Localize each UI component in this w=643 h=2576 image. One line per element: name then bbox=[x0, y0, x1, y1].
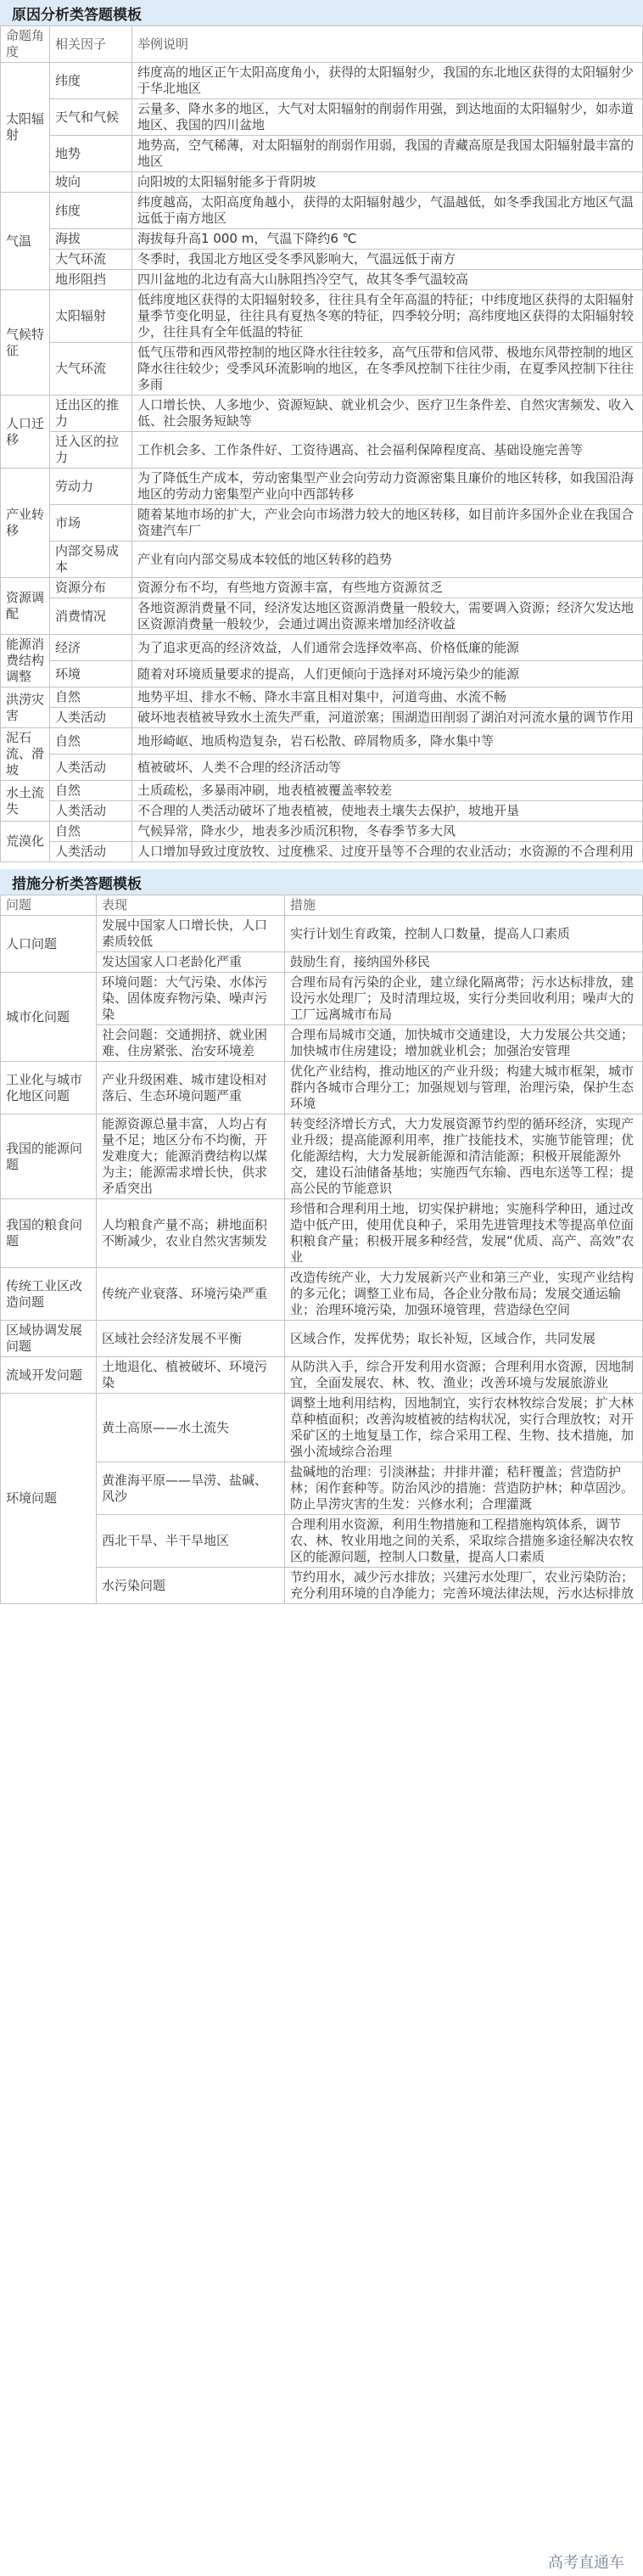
symptom-cell: 黄淮海平原——旱涝、盐碱、风沙 bbox=[97, 1462, 285, 1515]
table-row bbox=[1, 542, 643, 578]
factor-cell: 大气环流 bbox=[50, 250, 132, 270]
example-cell: 向阳坡的太阳辐射能多于背阴坡 bbox=[132, 172, 643, 193]
factor-cell: 太阳辐射 bbox=[50, 290, 132, 343]
table-row bbox=[1, 578, 643, 598]
table-row bbox=[1, 172, 643, 193]
example-cell: 云量多、降水多的地区，大气对太阳辐射的削弱作用强，到达地面的太阳辐射少，如赤道地区、我国的四川盆地 bbox=[132, 99, 643, 136]
table-row bbox=[1, 1515, 643, 1568]
angle-cell: 水土流失 bbox=[1, 781, 50, 822]
table-row bbox=[1, 661, 643, 687]
table-row bbox=[1, 1199, 643, 1268]
factor-cell: 内部交易成本 bbox=[50, 542, 132, 578]
symptom-cell: 土地退化、植被破坏、环境污染 bbox=[97, 1357, 285, 1394]
example-cell: 低气压带和西风带控制的地区降水往往较多，高气压带和信风带、极地东风带控制的地区降水往往较少；受季风环流影响的地区，在冬季风控制下往往少雨，在夏季风控制下往往多雨 bbox=[132, 343, 643, 396]
factor-cell: 坡向 bbox=[50, 172, 132, 193]
symptom-cell: 能源资源总量丰富，人均占有量不足；地区分布不均衡，开发难度大；能源消费结构以煤为主；能源需求增长快，供求矛盾突出 bbox=[97, 1114, 285, 1199]
example-cell: 人口增长快、人多地少、资源短缺、就业机会少、医疗卫生条件差、自然灾害频发、收入低、社会服务短缺等 bbox=[132, 396, 643, 432]
measure-cell: 合理布局城市交通，加快城市交通建设，大力发展公共交通；加快城市住房建设；增加就业机会；加强治安管理 bbox=[285, 1025, 643, 1062]
table-row bbox=[1, 708, 643, 728]
section-title-bar bbox=[0, 0, 643, 25]
table-row bbox=[1, 250, 643, 270]
factor-cell: 地势 bbox=[50, 136, 132, 172]
measure-cell: 转变经济增长方式，大力发展资源节约型的循环经济，实现产业升级；提高能源利用率，推广技能技术，实施节能管理；优化能源结构，大力发展新能源和清洁能源；积极开展能源外交，建设石油储备基地；实施西气东输、西电东送等工程；提高公民的节能意识 bbox=[285, 1114, 643, 1199]
header-factor: 相关因子 bbox=[50, 26, 132, 63]
problem-cell: 环境问题 bbox=[1, 1394, 97, 1604]
table-row bbox=[1, 290, 643, 343]
table-row bbox=[1, 781, 643, 801]
table-row bbox=[1, 1394, 643, 1462]
measure-cell: 合理利用水资源，利用生物措施和工程措施构筑体系，调节农、林、牧业用地之间的关系，采取综合措施多途径解决农牧区的能源问题，控制人口数量，提高人口素质 bbox=[285, 1515, 643, 1568]
section-title: 原因分析类答题模板 bbox=[12, 6, 142, 24]
angle-cell: 能源消费结构调整 bbox=[1, 635, 50, 687]
problem-cell: 区域协调发展问题 bbox=[1, 1321, 97, 1357]
example-cell: 人口增加导致过度放牧、过度樵采、过度开垦等不合理的农业活动；水资源的不合理利用 bbox=[132, 842, 643, 862]
angle-cell: 荒漠化 bbox=[1, 822, 50, 862]
problem-cell: 城市化问题 bbox=[1, 973, 97, 1062]
example-cell: 不合理的人类活动破坏了地表植被，使地表土壤失去保护，坡地开垦 bbox=[132, 801, 643, 822]
measure-template-section bbox=[0, 869, 643, 1604]
table-row bbox=[1, 822, 643, 842]
example-cell: 海拔每升高1 000 m，气温下降约6 ℃ bbox=[132, 229, 643, 250]
factor-cell: 人类活动 bbox=[50, 708, 132, 728]
section-title-bar bbox=[0, 869, 643, 895]
header-symptom: 表现 bbox=[97, 895, 285, 916]
measure-cell: 调整土地利用结构，因地制宜，实行农林牧综合发展；扩大林草种植面积；改善沟坡植被的结构状况，实行合理放牧；对开采矿区的土地复垦工作，综合采用工程、生物、技术措施，加强小流域综合治理 bbox=[285, 1394, 643, 1462]
example-cell: 地形崎岖、地质构造复杂，岩石松散、碎屑物质多，降水集中等 bbox=[132, 728, 643, 755]
angle-cell: 泥石流、滑坡 bbox=[1, 728, 50, 781]
example-cell: 随着对环境质量要求的提高，人们更倾向于选择对环境污染少的能源 bbox=[132, 661, 643, 687]
symptom-cell: 人均粮食产量不高；耕地面积不断减少，农业自然灾害频发 bbox=[97, 1199, 285, 1268]
symptom-cell: 发达国家人口老龄化严重 bbox=[97, 952, 285, 973]
symptom-cell: 传统产业衰落、环境污染严重 bbox=[97, 1268, 285, 1321]
factor-cell: 纬度 bbox=[50, 193, 132, 229]
measure-cell: 合理布局有污染的企业，建立绿化隔离带；污水达标排放，建设污水处理厂；及时清理垃圾，实行分类回收利用；噪声大的工厂远离城市布局 bbox=[285, 973, 643, 1025]
problem-cell: 人口问题 bbox=[1, 916, 97, 973]
factor-cell: 资源分布 bbox=[50, 578, 132, 598]
header-problem: 问题 bbox=[1, 895, 97, 916]
symptom-cell: 社会问题：交通拥挤、就业困难、住房紧张、治安环境差 bbox=[97, 1025, 285, 1062]
table-row bbox=[1, 598, 643, 635]
problem-cell: 我国的能源问题 bbox=[1, 1114, 97, 1199]
example-cell: 四川盆地的北边有高大山脉阻挡冷空气，故其冬季气温较高 bbox=[132, 270, 643, 290]
example-cell: 土质疏松，多暴雨冲刷，地表植被覆盖率较差 bbox=[132, 781, 643, 801]
symptom-cell: 水污染问题 bbox=[97, 1568, 285, 1604]
reason-template-section bbox=[0, 0, 643, 862]
factor-cell: 纬度 bbox=[50, 63, 132, 99]
table-row bbox=[1, 916, 643, 952]
measure-cell: 盐碱地的治理：引淡淋盐；井排井灌；秸秆覆盖；营造防护林；闲作套种等。防治风沙的措施：营造防护林；种草固沙。防止旱涝灾害的生发：兴修水利；合理灌溉 bbox=[285, 1462, 643, 1515]
factor-cell: 天气和气候 bbox=[50, 99, 132, 136]
factor-cell: 劳动力 bbox=[50, 469, 132, 505]
measure-template-table bbox=[0, 895, 643, 1604]
example-cell: 工作机会多、工作条件好、工资待遇高、社会福利保障程度高、基础设施完善等 bbox=[132, 432, 643, 469]
angle-cell: 资源调配 bbox=[1, 578, 50, 635]
reason-template-table bbox=[0, 25, 643, 862]
measure-cell: 节约用水，减少污水排放；兴建污水处理厂，农业污染防治；充分利用环境的自净能力；完善环境法律法规，污水达标排放 bbox=[285, 1568, 643, 1604]
symptom-cell: 西北干旱、半干旱地区 bbox=[97, 1515, 285, 1568]
symptom-cell: 区域社会经济发展不平衡 bbox=[97, 1321, 285, 1357]
table-row bbox=[1, 687, 643, 708]
example-cell: 低纬度地区获得的太阳辐射较多，往往具有全年高温的特征；中纬度地区获得的太阳辐射量季节变化明显，往往具有夏热冬寒的特征，四季较分明；高纬度地区获得的太阳辐射较少，往往具有全年低温的特征 bbox=[132, 290, 643, 343]
angle-cell: 人口迁移 bbox=[1, 396, 50, 469]
table-row bbox=[1, 1062, 643, 1114]
factor-cell: 经济 bbox=[50, 635, 132, 661]
table-row bbox=[1, 136, 643, 172]
example-cell: 地势高，空气稀薄，对太阳辐射的削弱作用弱，我国的青藏高原是我国太阳辐射最丰富的地区 bbox=[132, 136, 643, 172]
example-cell: 各地资源消费量不同，经济发达地区资源消费量一般较大，需要调入资源；经济欠发达地区资源消费量一般较少，会通过调出资源来增加经济收益 bbox=[132, 598, 643, 635]
example-cell: 产业有向内部交易成本较低的地区转移的趋势 bbox=[132, 542, 643, 578]
angle-cell: 气候特征 bbox=[1, 290, 50, 396]
symptom-cell: 环境问题：大气污染、水体污染、固体废弃物污染、噪声污染 bbox=[97, 973, 285, 1025]
example-cell: 纬度高的地区正午太阳高度角小，获得的太阳辐射少，我国的东北地区获得的太阳辐射少于华北地区 bbox=[132, 63, 643, 99]
factor-cell: 自然 bbox=[50, 687, 132, 708]
example-cell: 为了降低生产成本，劳动密集型产业会向劳动力资源密集且廉价的地区转移，如我国沿海地区的劳动力密集型产业向中西部转移 bbox=[132, 469, 643, 505]
problem-cell: 传统工业区改造问题 bbox=[1, 1268, 97, 1321]
table-row bbox=[1, 270, 643, 290]
example-cell: 为了追求更高的经济效益，人们通常会选择效率高、价格低廉的能源 bbox=[132, 635, 643, 661]
table-row bbox=[1, 1321, 643, 1357]
table-row bbox=[1, 193, 643, 229]
measure-cell: 优化产业结构，推动地区的产业升级；构建大城市框架，城市群内各城市合理分工；加强规划与管理，治理污染，保护生态环境 bbox=[285, 1062, 643, 1114]
table-row bbox=[1, 801, 643, 822]
table-row bbox=[1, 842, 643, 862]
table-row bbox=[1, 432, 643, 469]
measure-cell: 区域合作，发挥优势；取长补短，区域合作，共同发展 bbox=[285, 1321, 643, 1357]
symptom-cell: 产业升级困难、城市建设相对落后、生态环境问题严重 bbox=[97, 1062, 285, 1114]
example-cell: 资源分布不均，有些地方资源丰富，有些地方资源贫乏 bbox=[132, 578, 643, 598]
table-row bbox=[1, 952, 643, 973]
factor-cell: 大气环流 bbox=[50, 343, 132, 396]
table-row bbox=[1, 99, 643, 136]
table-row bbox=[1, 728, 643, 755]
table-row bbox=[1, 1114, 643, 1199]
factor-cell: 人类活动 bbox=[50, 842, 132, 862]
header-angle: 命题角度 bbox=[1, 26, 50, 63]
factor-cell: 迁入区的拉力 bbox=[50, 432, 132, 469]
table-row bbox=[1, 973, 643, 1025]
table-header-row bbox=[1, 895, 643, 916]
factor-cell: 地形阻挡 bbox=[50, 270, 132, 290]
section-title: 措施分析类答题模板 bbox=[12, 875, 142, 893]
table-row bbox=[1, 505, 643, 542]
problem-cell: 工业化与城市化地区问题 bbox=[1, 1062, 97, 1114]
header-example: 举例说明 bbox=[132, 26, 643, 63]
example-cell: 气候异常，降水少，地表多沙质沉积物，冬春季节多大风 bbox=[132, 822, 643, 842]
watermark: 高考直通车 bbox=[548, 2554, 624, 2572]
table-row bbox=[1, 635, 643, 661]
table-row bbox=[1, 396, 643, 432]
factor-cell: 消费情况 bbox=[50, 598, 132, 635]
example-cell: 随着某地市场的扩大，产业会向市场潜力较大的地区转移，如目前许多国外企业在我国合资建汽车厂 bbox=[132, 505, 643, 542]
example-cell: 纬度越高，太阳高度角越小，获得的太阳辐射越少，气温越低，如冬季我国北方地区气温远低于南方地区 bbox=[132, 193, 643, 229]
table-row bbox=[1, 1025, 643, 1062]
problem-cell: 流域开发问题 bbox=[1, 1357, 97, 1394]
factor-cell: 市场 bbox=[50, 505, 132, 542]
factor-cell: 环境 bbox=[50, 661, 132, 687]
example-cell: 冬季时，我国北方地区受冬季风影响大，气温远低于南方 bbox=[132, 250, 643, 270]
factor-cell: 人类活动 bbox=[50, 801, 132, 822]
angle-cell: 气温 bbox=[1, 193, 50, 290]
table-row bbox=[1, 1357, 643, 1394]
table-row bbox=[1, 343, 643, 396]
table-row bbox=[1, 469, 643, 505]
measure-cell: 实行计划生育政策，控制人口数量，提高人口素质 bbox=[285, 916, 643, 952]
factor-cell: 人类活动 bbox=[50, 755, 132, 781]
angle-cell: 太阳辐射 bbox=[1, 63, 50, 193]
measure-cell: 从防洪入手，综合开发利用水资源；合理利用水资源，因地制宜，全面发展农、林、牧、渔业；改善环境与发展旅游业 bbox=[285, 1357, 643, 1394]
factor-cell: 自然 bbox=[50, 728, 132, 755]
factor-cell: 自然 bbox=[50, 781, 132, 801]
example-cell: 植被破坏、人类不合理的经济活动等 bbox=[132, 755, 643, 781]
table-row bbox=[1, 229, 643, 250]
factor-cell: 自然 bbox=[50, 822, 132, 842]
measure-cell: 改造传统产业，大力发展新兴产业和第三产业，实现产业结构的多元化；调整工业布局，各企业分散布局；发展交通运输业；治理环境污染，加强环境管理，营造绿色空间 bbox=[285, 1268, 643, 1321]
angle-cell: 产业转移 bbox=[1, 469, 50, 578]
example-cell: 地势平坦、排水不畅、降水丰富且相对集中，河道弯曲、水流不畅 bbox=[132, 687, 643, 708]
table-row bbox=[1, 1568, 643, 1604]
symptom-cell: 黄土高原——水土流失 bbox=[97, 1394, 285, 1462]
measure-cell: 鼓励生育，接纳国外移民 bbox=[285, 952, 643, 973]
factor-cell: 迁出区的推力 bbox=[50, 396, 132, 432]
table-row bbox=[1, 755, 643, 781]
measure-cell: 珍惜和合理利用土地，切实保护耕地；实施科学种田，通过改造中低产田，使用优良种子，采用先进管理技术等提高单位面积粮食产量；积极开展多种经营，发展“优质、高产、高效”农业 bbox=[285, 1199, 643, 1268]
table-row bbox=[1, 63, 643, 99]
example-cell: 破坏地表植被导致水土流失严重，河道淤塞；围湖造田削弱了湖泊对河流水量的调节作用 bbox=[132, 708, 643, 728]
table-row bbox=[1, 1268, 643, 1321]
symptom-cell: 发展中国家人口增长快，人口素质较低 bbox=[97, 916, 285, 952]
header-measure: 措施 bbox=[285, 895, 643, 916]
factor-cell: 海拔 bbox=[50, 229, 132, 250]
problem-cell: 我国的粮食问题 bbox=[1, 1199, 97, 1268]
table-header-row bbox=[1, 26, 643, 63]
angle-cell: 洪涝灾害 bbox=[1, 687, 50, 728]
table-row bbox=[1, 1462, 643, 1515]
